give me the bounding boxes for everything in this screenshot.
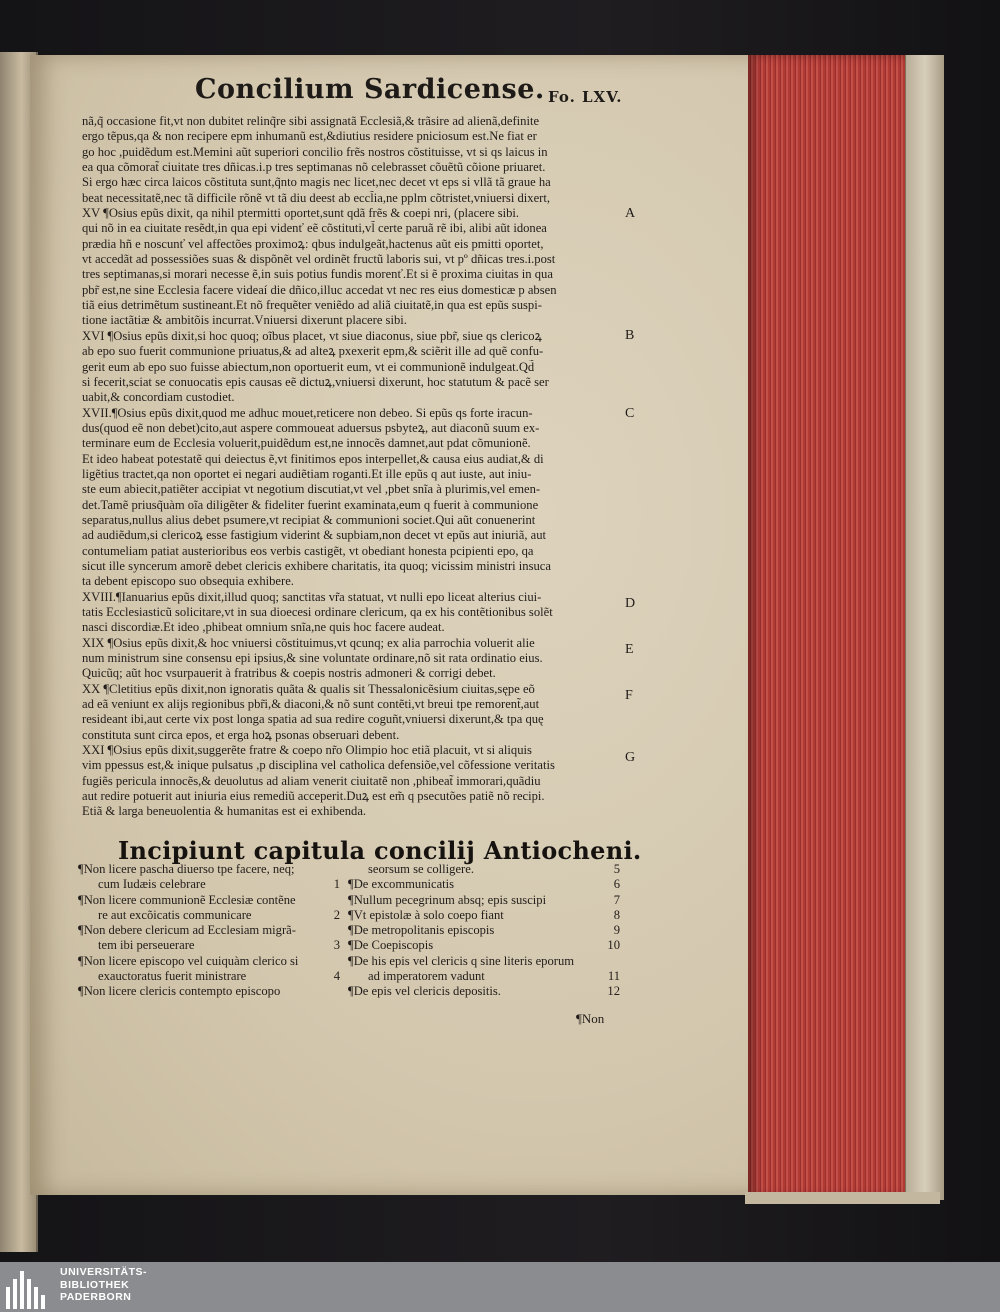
text-line: ab epo suo fuerit communione priuatus,& ad alteꝝ pxexerit epm,& sciẽrit ille ad quẽ confu- [82, 344, 544, 359]
chapter-entry [78, 938, 340, 953]
chapter-number: 8 [613, 907, 620, 922]
text-line: XIX ¶Osius epũs dixit,& hoc vniuersi cõstituimus,vt qcunq; ex alia parrochia voluerit alie [82, 635, 535, 650]
chapter-title: ¶De Coepiscopis [348, 938, 434, 953]
chapter-title: seorsum se colligere. [368, 862, 474, 876]
running-head: Concilium Sardicense. [195, 74, 545, 105]
chapter-number: 11 [607, 969, 620, 984]
text-line: qui nõ in ea ciuitate resẽdt,in qua epi videnť eẽ cõstituti,vl̃ certe paruã rẽ ibi, alibi aũt idonea [82, 221, 547, 236]
text-line: Quicũq; aũt hoc vsurpauerit à fratribus & coepis nostris admoneri & corrigi debet. [82, 666, 496, 681]
chapter-list-left [78, 862, 340, 1000]
margin-letter: G [625, 750, 636, 765]
text-line: resideant ibi,aut certe vix post longa spatia ad sua redire coguñt,vniuersi dixerunt,& tpa quę [82, 712, 544, 727]
text-line: ergo tẽpus,qa & non recipere epm inhumanũ est,&diutius residere pniciosum est.Ne fiat er [82, 129, 537, 144]
text-line: ad audiẽdum,si clericoꝝ esse fastigium viderint & supbiam,non decet vt epũs aut iniuriã, aut [82, 528, 547, 543]
red-page-edges [748, 55, 913, 1197]
chapter-number: 1 [333, 877, 340, 892]
text-line: XVII.¶Osius epũs dixit,quod me adhuc mouet,reticere non debeo. Si epũs qs forte iracun- [82, 405, 533, 420]
chapter-title: ¶Non licere clericis contempto episcopo [78, 984, 281, 999]
chapter-title: cum Iudæis celebrare [98, 877, 206, 892]
text-line: separatus,nullus alius debet psumere,vt recipiat & communioni societ.Qui aũt conuenerint [82, 512, 536, 527]
chapter-number: 12 [607, 984, 620, 999]
chapter-title: ¶Non licere communionẽ Ecclesiæ contẽne [78, 892, 296, 907]
catchword: ¶Non [576, 1011, 605, 1026]
margin-letter: B [625, 328, 635, 343]
text-line: contumeliam patiat austerioribus eos verbis castigẽt, vt obediant honesta pcipienti epo, qa [82, 543, 534, 558]
chapter-entry [348, 984, 620, 999]
text-line: constituta sunt circa epos, et erga hoꝝ psonas obseruari debent. [82, 727, 400, 742]
margin-letter: A [625, 206, 636, 221]
text-line: XXI ¶Osius epũs dixit,suggerẽte fratre & coepo nr̃o Olimpio hoc etiã placuit, vt si aliquis [82, 743, 532, 758]
chapter-title: ¶De metropolitanis episcopis [348, 923, 495, 938]
text-line: uabit,& concordiam custodiet. [82, 390, 235, 405]
text-line: XX ¶Cletitius epũs dixit,non ignoratis quãta & qualis sit Thessalonicẽsium ciuitas,sępe eõ [82, 681, 535, 696]
chapter-number: 4 [333, 969, 340, 984]
library-name-line: UNIVERSITÄTS- [60, 1266, 148, 1278]
text-line: sicut ille syncerum amorẽ debet clericis exhibere charitatis, ita quoq; vicissim ministri insuca [82, 558, 551, 573]
library-footer-bar [0, 1262, 1000, 1312]
chapter-entry [78, 862, 340, 877]
book-cover-board [905, 55, 944, 1200]
chapter-entry [348, 938, 620, 953]
chapter-entry [348, 908, 620, 923]
text-line: tiã eius detrimẽtum sustineant.Et nõ frequẽter veniẽdo ad aliã ciuitatẽ,in qua est epũs suspi- [82, 298, 542, 313]
chapter-entry [78, 893, 340, 908]
chapter-title: ¶De excommunicatis [348, 877, 455, 892]
library-name-line: BIBLIOTHEK [60, 1278, 130, 1291]
text-line: XVIII.¶Ianuarius epũs dixit,illud quoq; sanctitas vr̃a statuat, vt nulli epo liceat alterius ciui- [82, 589, 542, 604]
library-logo-icon [6, 1267, 54, 1309]
text-line: Et ideo habeat potestatẽ qui deiectus ẽ,vt finitimos epos interpellet,& causa eius audiat,& di [82, 451, 544, 466]
chapter-entry [78, 923, 340, 938]
text-line: ligẽtius tractet,qa non oportet ei negari audiẽtiam roganti.Et ille epũs q aut iuste, aut iniu- [82, 466, 532, 481]
chapter-number: 3 [333, 938, 340, 953]
main-text-block [82, 114, 627, 820]
chapter-title: ad imperatorem vadunt [368, 969, 485, 984]
chapter-title: ¶Vt epistolæ à solo coepo fiant [348, 907, 504, 922]
text-line: dus(quod eẽ non debet)cito,aut aspere commoueat aduersus psbyteꝝ, aut diaconũ suum ex- [82, 420, 540, 435]
chapter-entry [348, 862, 620, 877]
margin-letter: D [625, 596, 636, 611]
text-line: det.Tamẽ priusq̃uàm oĩa diligẽter & fideliter fuerint examinata,eum q fuerit à communione [82, 497, 539, 512]
chapter-entry [78, 969, 340, 984]
section-heading: Incipiunt capitula concilij Antiocheni. [118, 836, 642, 865]
chapter-entry [348, 893, 620, 908]
text-line: ad eã veniunt ex alijs regionibus pbr̃i,& diaconi,& nõ sunt contẽti,vt breui tpe remorent̃,aut [82, 697, 540, 712]
text-line: ta debent episcopo suo obsequia exhibere. [82, 574, 294, 589]
text-line: XVI ¶Osius epũs dixit,si hoc quoq; oĩbus placet, vt siue diaconus, siue pbr̃, siue qs clericoꝝ [82, 328, 542, 343]
text-line: go hoc ,puidẽdum est.Memini aũt superiori concilio frẽs nostros cõstituisse, vt si qs laicus in [82, 144, 548, 159]
chapter-entry [78, 908, 340, 923]
chapter-number: 10 [607, 938, 620, 953]
chapter-title: ¶De epis vel clericis depositis. [348, 984, 501, 999]
library-name [60, 1266, 147, 1304]
text-line: fugiẽs pericula innocẽs,& deuolutus ad aliam venerit ciuitatẽ non ,phibeat̃ immorari,quãdiu [82, 773, 541, 788]
chapter-title: re aut excõicatis communicare [98, 907, 252, 922]
chapter-title: ¶De his epis vel clericis q sine literis eporum [348, 953, 575, 968]
chapter-number: 5 [613, 862, 620, 876]
chapter-entry [78, 984, 340, 999]
chapter-number: 9 [613, 923, 620, 938]
chapter-title: ¶Nullum pecegrinum absq; epis suscipi [348, 892, 547, 907]
margin-letter: E [625, 642, 634, 657]
chapter-entry [348, 923, 620, 938]
text-line: pbr̃ est,ne sine Ecclesia facere videaí die dñico,illuc accedat vt nec res eius domesticæ p absen [82, 282, 557, 297]
chapter-number: 2 [333, 907, 340, 922]
text-line: num ministrum sine consensu epi ipsius,& sine voluntate ordinare,nõ sit rata ordinatio eius. [82, 651, 543, 666]
chapter-entry [348, 954, 620, 969]
text-line: Etiã & larga beneuolentia & humanitas est ei exhibenda. [82, 804, 367, 819]
chapter-entry [78, 954, 340, 969]
text-line: tres septimanas,si morari necesse ẽ,in suis potius fundis morenť.Et si ẽ proxima ciuitas in qua [82, 267, 553, 282]
chapter-title: exauctoratus fuerit ministrare [98, 969, 247, 984]
library-name-line: PADERBORN [60, 1291, 132, 1303]
chapter-entry [348, 877, 620, 892]
text-line: beat necessitatẽ,nec tã difficile rõnẽ vt tã diu deest ab eccl̃ia,ne pplm cõtristet,vniuersi dixert, [82, 190, 551, 205]
chapter-number: 6 [613, 877, 620, 892]
chapter-title: ¶Non licere episcopo vel cuiquàm clerico si [78, 953, 299, 968]
text-line: vim ppessus est,& inique pulsatus ,p disciplina vel catholica defensiõe,vel cõfessione veritatis [82, 758, 555, 773]
text-line: ste eum abiecit,patiẽter accipiat vt negotium discutiat,vt vel ,pbet snĩa à plurimis,vel emen- [82, 482, 541, 497]
margin-letter: F [625, 688, 633, 703]
text-line: gerit eum ab epo suo fuisse abiectum,non oportuerit eum, vt ei communionẽ indulgeat.Qd̃ [82, 359, 535, 374]
chapter-title: ¶Non licere pascha diuerso tpe facere, neq; [78, 862, 295, 876]
text-line: tione iactãtiæ & ambitõis incurrat.Vniuersi dixerunt placere sibi. [82, 313, 407, 328]
chapter-number: 7 [613, 892, 620, 907]
cover-bottom-edge [745, 1192, 940, 1204]
chapter-entry [348, 969, 620, 984]
chapter-list-right [348, 862, 620, 1000]
folio-number: Fo. LXV. [548, 88, 623, 106]
text-line: Si ergo hæc circa laicos cõstituta sunt,q̃nto magis nec licet,nec decet vt eps si vllã tã graue ha [82, 175, 551, 190]
chapter-entry [78, 877, 340, 892]
text-line: si fecerit,sciat se conuocatis epis causas eẽ dictuꝝ,vniuersi dixerunt, hoc statutum & pacẽ ser [82, 374, 549, 389]
text-line: ea qua cõmorat̃ ciuitate tres dñicas.i.p tres septimanas nõ celebrasset cõuẽtũ cõione priuaret. [82, 160, 546, 175]
text-line: nã,q̃ occasione fit,vt non dubitet relinq̃re sibi assignatã Ecclesiã,& trãsire ad alienã,definite [82, 114, 540, 128]
text-line: aut redire potuerit aut iniuria eius remediũ acceperit.Duꝝ est em̃ q psecutões patiẽ nõ recipi. [82, 789, 545, 804]
margin-letter: C [625, 406, 635, 421]
text-line: terminare eum de Ecclesia voluerit,puidẽdum est,ne innocẽs damnet,aut pdat cõmunionẽ. [82, 436, 531, 451]
text-line: nasci discordiæ.Et ideo ,phibeat omnium snĩa,ne quis hoc facere audeat. [82, 620, 445, 635]
text-line: XV ¶Osius epũs dixit, qa nihil ptermitti oportet,sunt qdã frẽs & coepi nri, (placere sibi. [82, 206, 520, 221]
text-line: vt accedãt ad possessiões suas & dispõnẽt vel ordinẽt fructũ laboris sui, vt pº dñicas tres.i.post [82, 252, 556, 267]
text-line: prædia hñ e noscunť vel affectões proximoꝝ: qbus indulgeãt,hactenus aũt eis pmitti oportet, [82, 236, 544, 251]
chapter-title: tem ibi perseuerare [98, 938, 195, 953]
chapter-title: ¶Non debere clericum ad Ecclesiam migrã- [78, 923, 296, 938]
text-line: tatis Ecclesiasticũ solicitare,vt in sua dioecesi ordinare clericum, qa ex his contẽtionibus solẽt [82, 605, 553, 619]
